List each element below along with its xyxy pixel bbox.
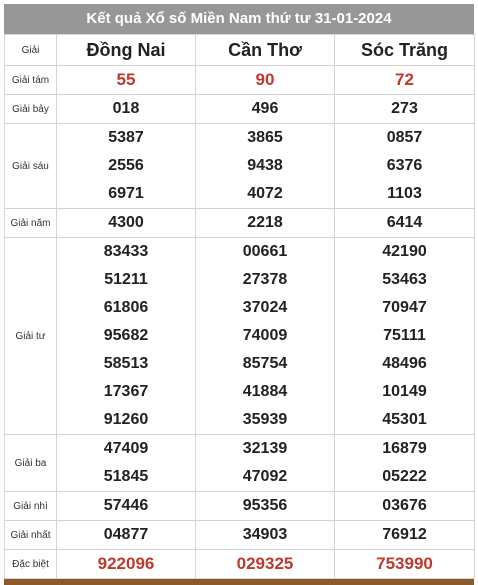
prize-number: 2218	[247, 214, 283, 231]
prize-label: Giải tư	[5, 238, 57, 435]
prize-number: 48496	[382, 355, 427, 372]
prize-number: 95682	[103, 327, 149, 344]
prize-number: 32139	[242, 440, 288, 457]
header-row	[5, 35, 475, 66]
prize-cell-can-tho	[196, 550, 335, 579]
prize-cell-soc-trang	[335, 95, 475, 124]
prize-number: 6971	[108, 185, 144, 202]
prize-cell-dong-nai	[57, 550, 196, 579]
prize-cell-soc-trang	[335, 66, 475, 95]
prize-cell-soc-trang	[335, 124, 475, 209]
prize-number: 35939	[242, 411, 288, 428]
prize-cell-soc-trang	[335, 550, 475, 579]
prize-number: 55	[116, 70, 136, 89]
bottom-bar	[4, 579, 474, 585]
prize-number: 61806	[103, 299, 149, 316]
prize-row	[5, 550, 475, 579]
prize-number: 91260	[103, 411, 149, 428]
prize-number: 273	[391, 100, 418, 117]
prize-number: 10149	[382, 383, 427, 400]
prize-label: Giải năm	[5, 209, 57, 238]
prize-row	[5, 435, 475, 492]
prize-number: 42190	[382, 243, 427, 260]
province-header-can-tho: Cần Thơ	[196, 35, 335, 66]
prize-cell-dong-nai	[57, 435, 196, 492]
prize-number: 90	[255, 70, 275, 89]
prize-cell-can-tho	[196, 435, 335, 492]
prize-cell-can-tho	[196, 95, 335, 124]
prize-number: 9438	[247, 157, 283, 174]
prize-label: Đặc biệt	[5, 550, 57, 579]
prize-number: 5387	[108, 129, 144, 146]
prize-cell-can-tho	[196, 521, 335, 550]
prize-label: Giải nhất	[5, 521, 57, 550]
prize-number: 496	[251, 100, 279, 117]
prize-cell-soc-trang	[335, 435, 475, 492]
prize-number: 27378	[242, 271, 288, 288]
prize-number: 4300	[108, 214, 144, 231]
results-panel	[4, 4, 474, 585]
prize-number: 2556	[108, 157, 144, 174]
prize-number: 16879	[382, 440, 427, 457]
province-header-dong-nai: Đồng Nai	[57, 35, 196, 66]
prize-number: 6376	[386, 157, 423, 174]
prize-number: 34903	[242, 526, 288, 543]
prize-cell-can-tho	[196, 124, 335, 209]
prize-number: 58513	[103, 355, 149, 372]
prize-number: 95356	[242, 497, 288, 514]
prize-cell-dong-nai	[57, 238, 196, 435]
prize-cell-dong-nai	[57, 492, 196, 521]
prize-number: 47409	[103, 440, 149, 457]
prize-row	[5, 521, 475, 550]
prize-number: 00661	[242, 243, 288, 260]
prize-number: 03676	[382, 497, 427, 514]
results-title: Kết quả Xổ số Miền Nam thứ tư 31-01-2024	[4, 4, 474, 34]
prize-row	[5, 209, 475, 238]
prize-number: 70947	[382, 299, 427, 316]
prize-number: 018	[112, 100, 140, 117]
prize-number: 04877	[103, 526, 149, 543]
prize-cell-can-tho	[196, 66, 335, 95]
prize-cell-dong-nai	[57, 124, 196, 209]
prize-row	[5, 492, 475, 521]
prize-number: 47092	[242, 468, 288, 485]
prize-cell-soc-trang	[335, 492, 475, 521]
prize-cell-soc-trang	[335, 238, 475, 435]
prize-label: Giải sáu	[5, 124, 57, 209]
results-table	[4, 34, 475, 579]
prize-number: 85754	[242, 355, 288, 372]
prize-cell-dong-nai	[57, 521, 196, 550]
prize-row	[5, 124, 475, 209]
prize-number: 74009	[242, 327, 288, 344]
prize-number: 3865	[247, 129, 283, 146]
prize-number: 0857	[386, 129, 423, 146]
prize-label: Giải nhì	[5, 492, 57, 521]
prize-number: 72	[395, 70, 414, 89]
prize-cell-can-tho	[196, 209, 335, 238]
prize-column-header: Giải	[5, 35, 57, 66]
prize-number: 75111	[383, 327, 426, 344]
prize-cell-can-tho	[196, 238, 335, 435]
prize-label: Giải bảy	[5, 95, 57, 124]
prize-number: 53463	[382, 271, 427, 288]
prize-number: 4072	[247, 185, 283, 202]
prize-cell-can-tho	[196, 492, 335, 521]
prize-number: 05222	[382, 468, 427, 485]
prize-number: 57446	[103, 497, 149, 514]
prize-number: 83433	[103, 243, 149, 260]
prize-number: 37024	[242, 299, 288, 316]
prize-number: 6414	[386, 214, 423, 231]
prize-row	[5, 95, 475, 124]
prize-number: 922096	[97, 554, 155, 573]
prize-cell-soc-trang	[335, 521, 475, 550]
prize-number: 17367	[103, 383, 149, 400]
prize-row	[5, 66, 475, 95]
prize-cell-dong-nai	[57, 66, 196, 95]
prize-number: 51211	[104, 271, 148, 288]
prize-cell-dong-nai	[57, 95, 196, 124]
prize-number: 76912	[382, 526, 427, 543]
prize-row	[5, 238, 475, 435]
prize-number: 45301	[382, 411, 427, 428]
prize-cell-soc-trang	[335, 209, 475, 238]
prize-number: 1103	[387, 185, 422, 202]
prize-number: 753990	[376, 554, 433, 573]
prize-label: Giải ba	[5, 435, 57, 492]
prize-number: 029325	[236, 554, 294, 573]
prize-number: 41884	[242, 383, 288, 400]
prize-label: Giải tám	[5, 66, 57, 95]
prize-cell-dong-nai	[57, 209, 196, 238]
prize-number: 51845	[103, 468, 149, 485]
province-header-soc-trang: Sóc Trăng	[335, 35, 475, 66]
